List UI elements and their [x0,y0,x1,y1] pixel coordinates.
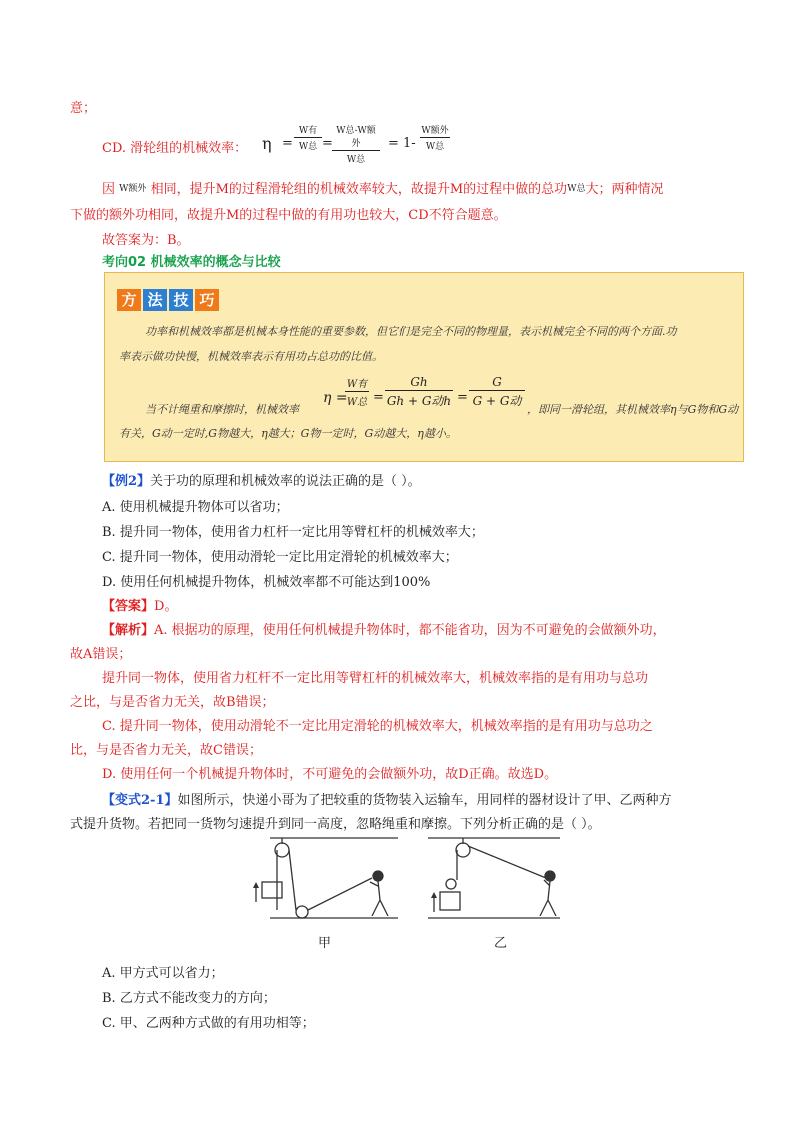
tip-formula-eta: η = [323,390,348,406]
figure-yi [428,838,560,918]
fraction-total-minus-extra: W总-W额外 W总 [332,123,380,165]
tip-equals-1: = [373,390,384,405]
fraction-extra-total: W额外 W总 [421,126,449,152]
analysis-c-line-2: 比，与是否省力无关，故C错误； [70,743,262,758]
tip-paragraph-2-prefix: 当不计绳重和摩擦时，机械效率 [145,403,299,416]
example-tag: 【例2】 [102,474,151,489]
tip-paragraph-3: 有关，G动一定时,G物越大，η越大；G物一定时，G动越大，η越小。 [119,427,457,440]
equals-2: = [322,136,333,151]
variant-line-2: 式提升货物。若把同一货物匀速提升到同一高度，忽略绳重和摩擦。下列分析正确的是（ ）。 [70,817,601,832]
pulley-figure [248,834,568,944]
tip-badge-1: 方 [117,289,141,311]
cd-label: CD. 滑轮组的机械效率： [102,141,248,156]
because-line: 因 W额外 相同，提升M的过程滑轮组的机械效率较大，故提升M的过程中做的总功W总大；两种情况 [102,182,664,197]
cargo-box-left [262,882,282,898]
fraction-useful-total: W有 W总 [294,123,322,152]
text-line-intro: 意； [70,101,97,116]
fixed-pulley-right [456,843,470,857]
person-head-left [373,871,383,881]
analysis-a-line-1: 【解析】A. 根据功的原理，使用任何机械提升物体时，都不能省功，因为不可避免的会做额外功， [102,623,666,638]
figure-label-yi: 乙 [494,936,508,951]
tip-fraction-2: Gh Gh + G动h [386,375,452,408]
analysis-b-line-2: 之比，与是否省力无关，故B错误； [70,695,275,710]
example-answer: 【答案】D。 [102,599,178,614]
eta-symbol: η [262,134,272,153]
tip-fraction-1: W有 W总 [346,379,368,408]
because-line-2: 下做的额外功相同，故提升M的过程中做的有用功也较大，CD不符合题意。 [70,208,507,223]
equals-1: = [282,136,293,151]
example-option-c: C. 提升同一物体，使用动滑轮一定比用定滑轮的机械效率大； [102,550,458,565]
answer-line: 故答案为：B。 [102,233,190,248]
tip-fraction-3: G G + G动 [469,375,525,409]
section-title: 考向02 机械效率的概念与比较 [102,255,281,270]
example-option-d: D. 使用任何机械提升物体，机械效率都不可能达到100% [102,575,431,590]
tip-equals-2: = [457,390,468,405]
tip-badge-2: 法 [143,289,167,311]
cargo-box-right [440,892,460,910]
analysis-d: D. 使用任何一个机械提升物体时，不可避免的会做额外功，故D正确。故选D。 [102,767,558,782]
person-head-right [545,871,555,881]
answer-tag: 【答案】 [102,599,155,614]
analysis-tag: 【解析】 [102,623,155,638]
tip-badge-4: 巧 [195,289,219,311]
tip-paragraph-1-line-1: 功率和机械效率都是机械本身性能的重要参数，但它们是完全不同的物理量，表示机械完全不同的两个方面.功 [145,325,677,338]
w-total-symbol: W总 [567,184,586,194]
variant-tag: 【变式2-1】 [102,793,178,808]
variant-option-a: A. 甲方式可以省力； [102,966,224,981]
example-option-b: B. 提升同一物体，使用省力杠杆一定比用等臂杠杆的机械效率大； [102,525,484,540]
tip-badge-3: 技 [169,289,193,311]
w-extra-symbol: W额外 [119,184,147,194]
example-question: 【例2】关于功的原理和机械效率的说法正确的是（ ）。 [102,474,421,489]
figure-label-jia: 甲 [318,936,332,951]
hook-pulley-right [446,879,456,889]
variant-line-1: 【变式2-1】如图所示，快递小哥为了把较重的货物装入运输车，用同样的器材设计了甲、乙两种方 [102,793,672,808]
analysis-b-line-1: 提升同一物体，使用省力杠杆不一定比用等臂杠杆的机械效率大，机械效率指的是有用功与总功 [102,671,649,686]
tip-paragraph-1-line-2: 率表示做功快慢，机械效率表示有用功占总功的比值。 [119,350,383,363]
method-tips-box [104,272,744,462]
variant-option-c: C. 甲、乙两种方式做的有用功相等； [102,1016,315,1031]
variant-option-b: B. 乙方式不能改变力的方向； [102,991,276,1006]
analysis-a-line-2: 故A错误； [70,647,132,662]
analysis-c-line-1: C. 提升同一物体，使用动滑轮不一定比用定滑轮的机械效率大，机械效率指的是有用功与总功之 [102,719,653,734]
figure-jia [253,838,398,918]
tip-paragraph-2-suffix: ，即同一滑轮组，其机械效率η与G物和G动 [527,403,739,416]
movable-pulley-left [296,906,308,918]
example-option-a: A. 使用机械提升物体可以省功； [102,500,289,515]
equals-3: = 1- [388,136,416,151]
